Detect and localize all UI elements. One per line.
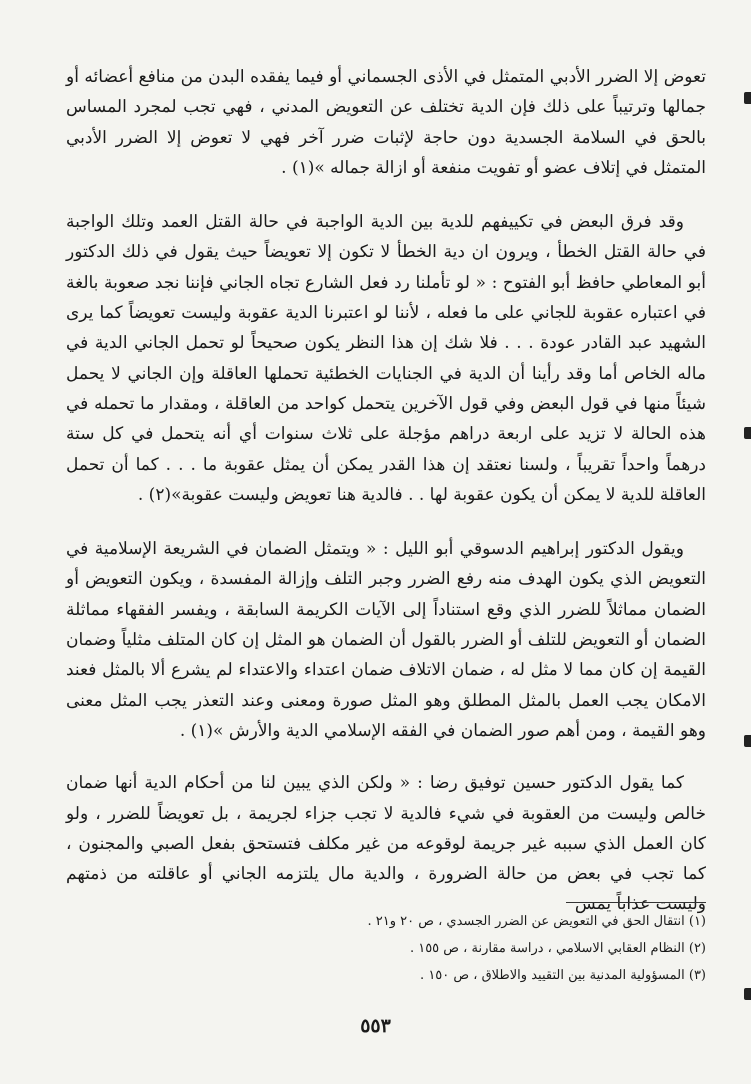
page-number: ٥٥٣ xyxy=(360,1015,391,1037)
footnotes xyxy=(66,908,706,989)
paragraph-1: تعوض إلا الضرر الأدبي المتمثل في الأذى الجسماني أو فيما يفقده البدن من منافع أعضائه أو جمالها وترتيباً على ذلك فإن الدية تختلف عن التعويض المدني ، فهي تجب لمجرد المساس بالحق في السلامة الجسدية دون حاجة لإثبات ضرر آخر فهي لا تعوض إلا الضرر الأدبي المتمثل في إتلاف عضو أو تفويت منفعة أو ازالة جماله »(١) . xyxy=(66,67,706,178)
paragraph-3: ويقول الدكتور إبراهيم الدسوقي أبو الليل : « ويتمثل الضمان في الشريعة الإسلامية في التعويض الذي يكون الهدف منه رفع الضرر وجبر التلف وإزالة المفسدة ، ويكون التعويض أو الضمان مماثلاً للضرر الذي وقع استناداً إلى الآيات الكريمة السابقة ، ويفسر الفقهاء مماثلة الضمان أو التعويض للتلف أو الضرر بالقول أن الضمان هو المثل إن كان المتلف مثلياً وضمان القيمة إن كان مما لا مثل له ، ضمان الاتلاف ضمان اعتداء والاعتداء لم يشرع ألا بالمثل فعند الامكان يجب العمل بالمثل المطلق وهو المثل صورة ومعنى وعند التعذر يجب المثل معنى وهو القيمة ، ومن أهم صور الضمان في الفقه الإسلامي الدية والأرش »(١) . xyxy=(66,539,706,741)
paragraph-4: كما يقول الدكتور حسين توفيق رضا : « ولكن الذي يبين لنا من أحكام الدية أنها ضمان خالص وليست من العقوبة في شيء فالدية لا تجب جزاء لجريمة ، بل تعويضاً للضرر ، ولو كان العمل الذي سببه غير جريمة لوقوعه من غير مكلف فتستحق بفعل الصبي والمجنون ، كما تجب في بعض من حالة الضرورة ، والدية مال يلتزمه الجاني أو عاقلته من ذمتهم وليست عذاباً يمس xyxy=(66,773,706,915)
footnote-2: (٢) النظام العقابي الاسلامي ، دراسة مقارنة ، ص ١٥٥ . xyxy=(409,941,706,956)
footnote-separator xyxy=(566,902,706,903)
footnote-1: (١) انتقال الحق في التعويض عن الضرر الجسدي ، ص ٢٠ و٢١ . xyxy=(367,914,706,929)
binding-mark-lower xyxy=(744,735,751,747)
page-body xyxy=(66,62,706,920)
footnote-3: (٣) المسؤولية المدنية بين التقييد والاطلاق ، ص ١٥٠ . xyxy=(420,968,706,983)
binding-mark-top xyxy=(744,92,751,104)
binding-mark-bottom xyxy=(744,988,751,1000)
binding-mark-middle xyxy=(744,427,751,439)
paragraph-2: وقد فرق البعض في تكييفهم للدية بين الدية الواجبة في حالة القتل العمد وتلك الواجبة في حالة القتل الخطأ ، ويرون ان دية الخطأ لا تكون إلا تعويضاً حيث يقول في ذلك الدكتور أبو المعاطي حافظ أبو الفتوح : « لو تأملنا رد فعل الشارع تجاه الجاني فإننا نجد صعوبة بالغة في اعتباره عقوبة للجاني على ما فعله ، لأننا لو اعتبرنا الدية عقوبة وليست تعويضاً كما يرى الشهيد عبد القادر عودة . . . فلا شك إن هذا النظر يكون صحيحاً لو تحمل الجاني الدية في ماله الخاص أما وقد رأينا أن الدية في الجنايات الخطئية تحملها العاقلة وإن الجاني لا يحمل شيئاً منها في قول البعض وفي قول الآخرين يتحمل كواحد من العاقلة ، ومقدار ما تحمله في هذه الحالة لا تزيد على اربعة دراهم مؤجلة على ثلاث سنوات أي أنه يتحمل في كل ستة درهماً واحداً تقريباً ، ولسنا نعتقد إن هذا القدر يمكن أن يمثل عقوبة ما . . . كما أن تحمل العاقلة للدية لا يمكن أن يكون عقوبة لها . . فالدية هنا تعويض وليست عقوبة»(٢) . xyxy=(66,212,706,505)
